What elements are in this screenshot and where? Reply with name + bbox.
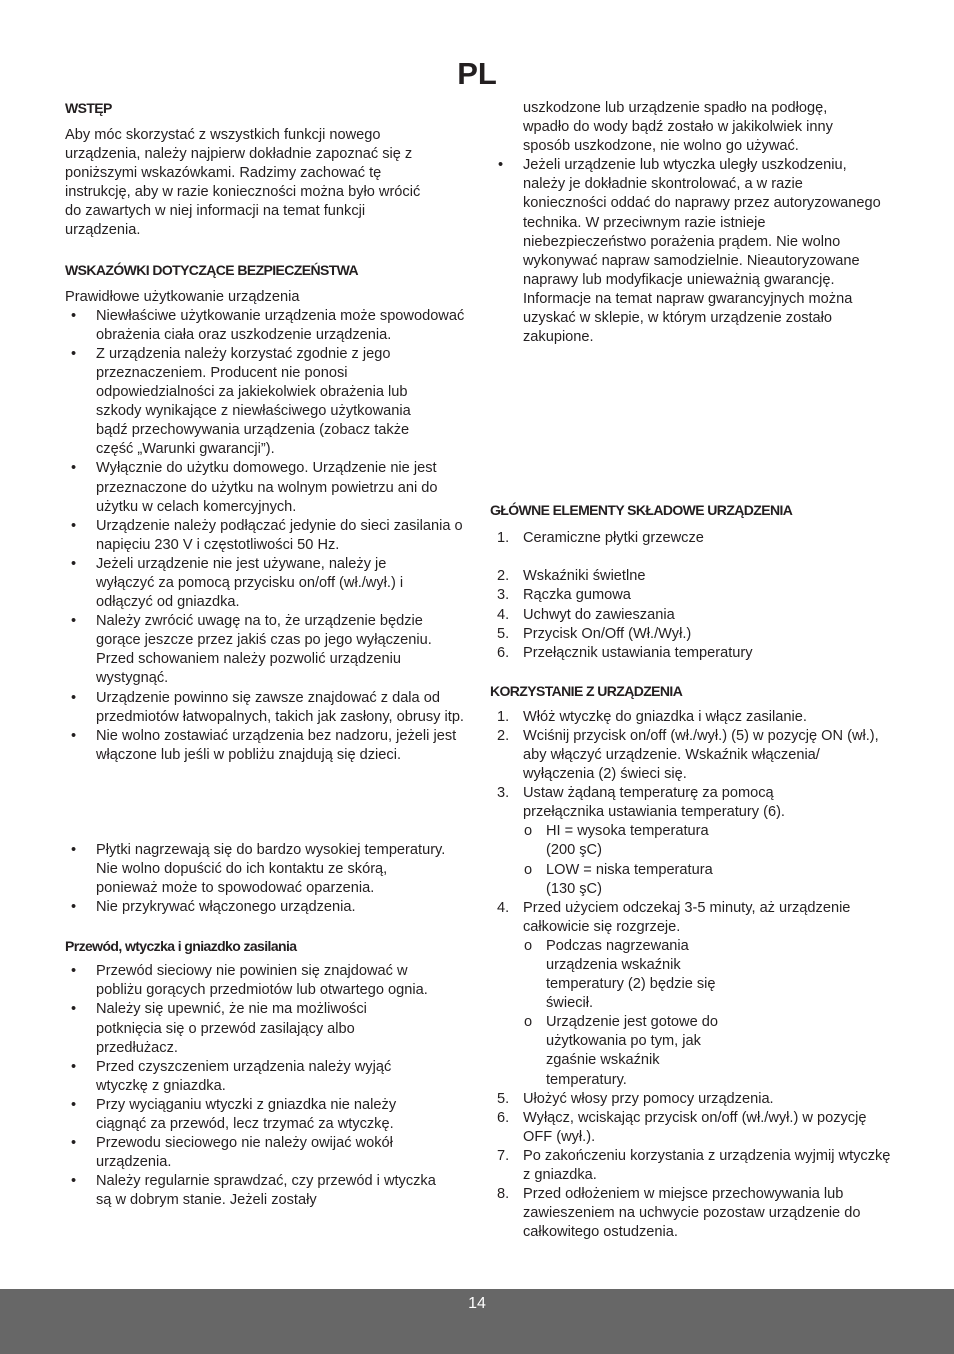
list-item: • Nie przykrywać włączonego urządzenia. xyxy=(71,899,356,916)
list-item: 2. Wskaźniki świetlne xyxy=(497,568,646,585)
list-item: • Urządzenie powinno się zawsze znajdować z dala od przedmiotów łatwopalnych, takich jak zasłony, obrusy itp. xyxy=(71,689,464,725)
list-item: o LOW = niska temperatura (130 şC) xyxy=(524,861,713,897)
list-item: 1. Ceramiczne płytki grzewcze xyxy=(497,530,704,547)
list-item: o HI = wysoka temperatura (200 şC) xyxy=(524,823,709,859)
list-item: • Przy wyciąganiu wtyczki z gniazdka nie należy ciągnąć za przewód, lecz trzymać za wtyczkę. xyxy=(71,1096,397,1133)
list-item: • Jeżeli urządzenie lub wtyczka uległy uszkodzeniu, należy je dokładnie skontrolować, a w razie konieczności oddać do naprawy przez autoryzowanego technika. W przeciwnym razie istnieje niebezpieczeństwo porażenia prądem. Nie wolno wykonywać napraw samodzielnie. Nieautoryzowane naprawy lub modyfikacje unieważnią gwarancję. Informacje na temat napraw gwarancyjnych można uzyskać w sklepie, w którym urządzenie zostało zakupione. xyxy=(498,157,881,346)
list-item: 2. Wciśnij przycisk on/off (wł./wył.) (5) w pozycję ON (wł.), aby włączyć urządzenie. Wskaźnik włączenia/ wyłączenia (2) świeci się. xyxy=(497,727,879,783)
list-item: 5. Przycisk On/Off (Wł./Wył.) xyxy=(497,625,692,642)
cord-list xyxy=(65,962,445,1210)
left-column xyxy=(65,99,465,1211)
list-item: • Przewód sieciowy nie powinien się znajdować w pobliżu gorących przedmiotów lub otwartego ognia. xyxy=(71,963,428,999)
footer-bar xyxy=(0,1289,954,1354)
list-item: • Jeżeli urządzenie nie jest używane, należy je wyłączyć za pomocą przycisku on/off (wł./wył.) i odłączyć od gniazdka. xyxy=(71,555,404,611)
list-item: 3. Ustaw żądaną temperaturę za pomocą przełącznika ustawiania temperatury (6). o HI = wysoka temperatura (200 şC) o LOW = niska temperatura (130 şC) xyxy=(490,784,823,899)
cord-continuation: uszkodzone lub urządzenie spadło na podłogę, wpadło do wody bądź zostało w jakikolwiek inny sposób uszkodzone, nie wolno go używać. xyxy=(523,100,833,155)
list-item: • Urządzenie należy podłączać jedynie do sieci zasilania o napięciu 230 V i częstotliwości 50 Hz. xyxy=(71,517,463,553)
usage-sublist xyxy=(523,822,823,898)
list-item: • Niewłaściwe użytkowanie urządzenia może spowodować obrażenia ciała oraz uszkodzenie urządzenia. xyxy=(71,307,465,343)
list-item: • Przewodu sieciowego nie należy owijać wokół urządzenia. xyxy=(71,1135,393,1171)
list-item: • Płytki nagrzewają się do bardzo wysokiej temperatury. Nie wolno dopuścić do ich kontaktu ze skórą, ponieważ może to spowodować oparzenia. xyxy=(71,841,446,897)
right-column xyxy=(490,99,890,1242)
list-item: 6. Przełącznik ustawiania temperatury xyxy=(497,644,753,661)
list-item: • Należy zwrócić uwagę na to, że urządzenie będzie gorące jeszcze przez jakiś czas po jego wyłączeniu. Przed schowaniem należy pozwolić urządzeniu wystygnąć. xyxy=(71,613,432,687)
list-item: o Podczas nagrzewania urządzenia wskaźnik temperatury (2) będzie się świecił. xyxy=(524,937,716,1012)
list-item: 1. Włóż wtyczkę do gniazdka i włącz zasilanie. xyxy=(497,708,807,725)
list-item: • Wyłącznie do użytku domowego. Urządzenie nie jest przeznaczone do użytku na wolnym powietrzu ani do użytku w celach komercyjnych. xyxy=(71,460,438,515)
list-item: 4. Uchwyt do zawieszania xyxy=(497,606,675,623)
list-item: 5. Ułożyć włosy przy pomocy urządzenia. xyxy=(497,1090,774,1107)
list-item: 6. Wyłącz, wciskając przycisk on/off (wł./wył.) w pozycję OFF (wył.). xyxy=(497,1109,867,1145)
list-item: o Urządzenie jest gotowe do użytkowania po tym, jak zgaśnie wskaźnik temperatury. xyxy=(524,1014,718,1088)
list-item: • Przed czyszczeniem urządzenia należy wyjąć wtyczkę z gniazdka. xyxy=(71,1058,392,1094)
page-number: 14 xyxy=(468,1295,486,1312)
list-item: 7. Po zakończeniu korzystania z urządzenia wyjmij wtyczkę z gniazdka. xyxy=(497,1147,891,1184)
components-heading: GŁÓWNE ELEMENTY SKŁADOWE URZĄDZENIA xyxy=(490,502,793,519)
list-item: 8. Przed odłożeniem w miejsce przechowywania lub zawieszeniem na uchwycie pozostaw urządzenie do całkowitego ostudzenia. xyxy=(497,1186,861,1241)
safety-list-2 xyxy=(65,841,450,917)
list-item: 4. Przed użyciem odczekaj 3-5 minuty, aż urządzenie całkowicie się rozgrzeje. o Podczas nagrzewania urządzenia wskaźnik temperatury (2) będzie się świecił. o Urządzenie jest gotowe do użytkowania po tym, jak zgaśnie wskaźnik temperatury. xyxy=(490,899,890,1090)
list-item: • Należy się upewnić, że nie ma możliwości potknięcia się o przewód zasilający albo przedłużacz. xyxy=(71,1001,367,1056)
usage-heading: KORZYSTANIE Z URZĄDZENIA xyxy=(490,682,683,699)
list-item: 3. Rączka gumowa xyxy=(497,587,631,604)
cord-list-continued xyxy=(490,156,890,347)
usage-sublist xyxy=(523,937,890,1090)
safety-list xyxy=(65,307,465,765)
page-title: PL xyxy=(457,56,497,91)
list-item: • Nie wolno zostawiać urządzenia bez nadzoru, jeżeli jest włączone lub jeśli w pobliżu znajdują się dzieci. xyxy=(71,727,457,763)
intro-heading: WSTĘP xyxy=(65,100,112,116)
intro-text: Aby móc skorzystać z wszystkich funkcji nowego urządzenia, należy najpierw dokładnie zapoznać się z poniższymi wskazówkami. Radzimy zachować tę instrukcję, aby w razie konieczności można było wrócić do zawartych w niej informacji na temat funkcji urządzenia. xyxy=(65,127,421,239)
cord-heading: Przewód, wtyczka i gniazdko zasilania xyxy=(65,938,297,955)
list-item: • Z urządzenia należy korzystać zgodnie z jego przeznaczeniem. Producent nie ponosi odpowiedzialności za jakiekolwiek obrażenia lub szkody wynikające z niewłaściwego użytkowania bądź przechowywania urządzenia (zobacz także część „Warunki gwarancji”). xyxy=(71,345,411,458)
list-item: • Należy regularnie sprawdzać, czy przewód i wtyczka są w dobrym stanie. Jeżeli zostały xyxy=(71,1173,436,1209)
usage-list xyxy=(490,708,890,1243)
components-list xyxy=(490,529,890,663)
safety-heading: WSKAZÓWKI DOTYCZĄCE BEZPIECZEŃSTWA xyxy=(65,261,359,278)
safety-subheading: Prawidłowe użytkowanie urządzenia xyxy=(65,288,300,305)
